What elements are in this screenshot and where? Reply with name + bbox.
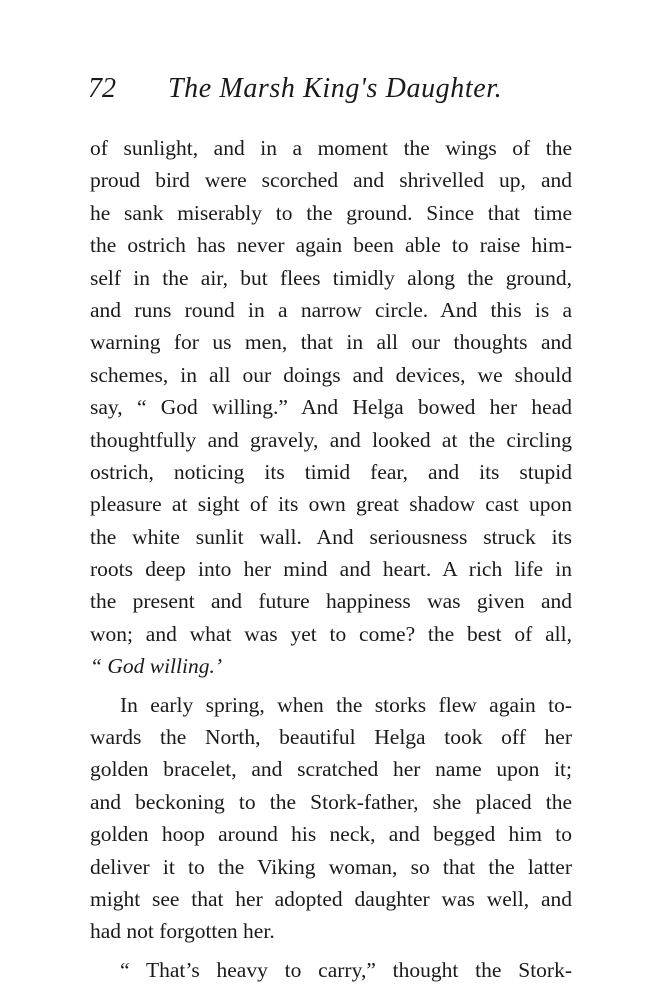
paragraph-first-line: In early spring, when the storks flew again to- bbox=[120, 692, 572, 717]
text-line: deliver it to the Viking woman, so that the latter bbox=[90, 854, 572, 879]
text-line: ostrich, noticing its timid fear, and its stupid bbox=[90, 459, 572, 484]
text-line: schemes, in all our doings and devices, we should bbox=[90, 362, 572, 387]
text-line: of sunlight, and in a moment the wings of the bbox=[90, 136, 572, 160]
text-line: the white sunlit wall. And seriousness struck its bbox=[90, 524, 572, 549]
text-line: the ostrich has never again been able to raise him- bbox=[90, 233, 572, 258]
paragraph-first-line: “ That’s heavy to carry,” thought the Stork- bbox=[120, 957, 572, 982]
text-line: had not forgotten her. bbox=[90, 919, 275, 944]
text-line: proud bird were scorched and shrivelled up, and bbox=[90, 168, 572, 193]
text-line: wards the North, beautiful Helga took off her bbox=[90, 725, 572, 750]
text-line: golden hoop around his neck, and begged him to bbox=[90, 822, 572, 847]
text-line: the present and future happiness was given and bbox=[90, 589, 572, 614]
text-line: might see that her adopted daughter was well, and bbox=[90, 886, 572, 911]
text-line: and beckoning to the Stork-father, she placed the bbox=[90, 789, 572, 814]
body-text bbox=[90, 132, 572, 986]
page-header bbox=[88, 73, 588, 113]
text-line: golden bracelet, and scratched her name upon it; bbox=[90, 757, 572, 782]
text-line: roots deep into her mind and heart. A rich life in bbox=[90, 557, 572, 582]
running-title: The Marsh King's Daughter. bbox=[168, 73, 503, 104]
text-line: warning for us men, that in all our thoughts and bbox=[90, 330, 572, 355]
text-line: thoughtfully and gravely, and looked at the circling bbox=[90, 427, 572, 452]
text-line: say, “ God willing.” And Helga bowed her head bbox=[90, 395, 572, 420]
text-line-italic: “ God willing.’ bbox=[90, 654, 223, 679]
text-line: won; and what was yet to come? the best of all, bbox=[90, 621, 572, 646]
text-line: and runs round in a narrow circle. And this is a bbox=[90, 297, 572, 322]
page-number: 72 bbox=[88, 73, 116, 104]
text-line: he sank miserably to the ground. Since that time bbox=[90, 200, 572, 225]
text-line: pleasure at sight of its own great shadow cast upon bbox=[90, 492, 572, 517]
text-line: self in the air, but flees timidly along the ground, bbox=[90, 265, 572, 290]
